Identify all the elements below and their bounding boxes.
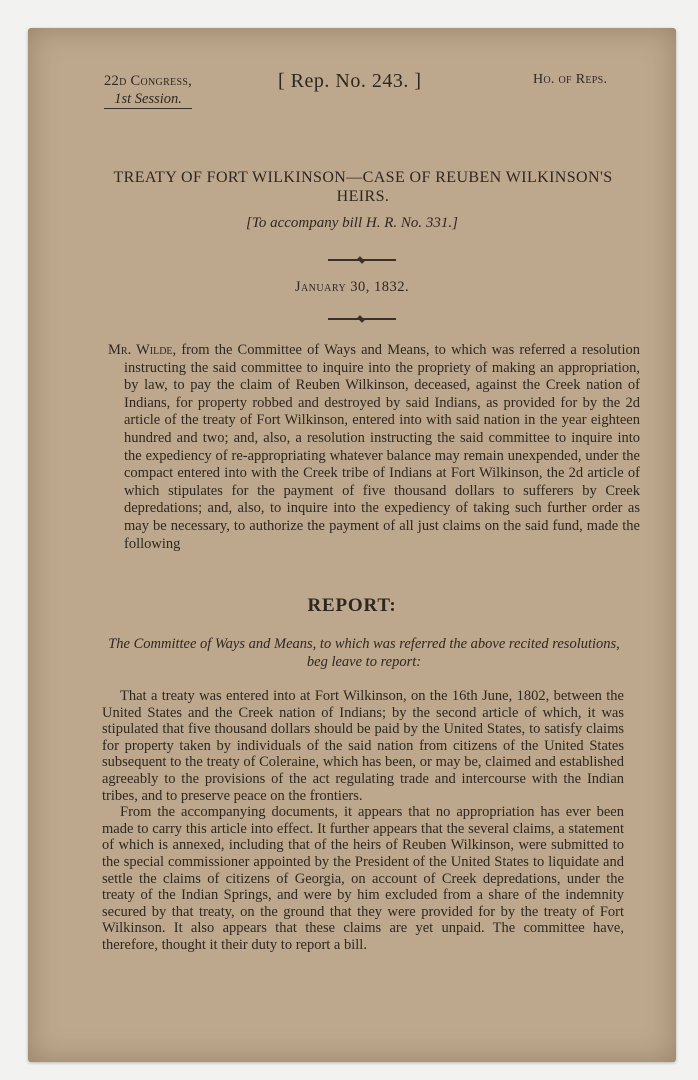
body-paragraph: That a treaty was entered into at Fort Wilkinson, on the 16th June, 1802, between the United States and the Creek nation of Indians; by the second article of which, it was stipulated that five thousand dollars should be paid by the United States, to satisfy claims for property taken by individuals of the said nation from citizens of the United States subsequent to the treaty of Coleraine, which has been, or may be, claimed and established agreeably to the provisions of the act regulating trade and intercourse with the Indian tribes, and to preserve peace on the frontiers. bbox=[102, 688, 624, 804]
session-label: 1st Session. bbox=[104, 90, 192, 109]
page-header bbox=[28, 72, 676, 122]
intro-paragraph bbox=[108, 342, 640, 553]
speaker-name: Mr. Wilde, bbox=[108, 342, 177, 358]
document-date: January 30, 1832. bbox=[294, 279, 410, 295]
report-number: [ Rep. No. 243. ] bbox=[278, 70, 422, 92]
congress-label: 22d Congress, bbox=[104, 73, 193, 89]
ornament-divider bbox=[328, 318, 396, 320]
document-title: TREATY OF FORT WILKINSON—CASE OF REUBEN WILKINSON'S HEIRS. bbox=[113, 169, 613, 205]
report-heading: REPORT: bbox=[307, 595, 397, 616]
document-page bbox=[28, 28, 676, 1062]
intro-text: from the Committee of Ways and Means, to which was referred a resolution instructing the said committee to inquire into the propriety of making an appropriation, by law, to pay the claim of Reuben Wilkinson, deceased, against the Creek nation of Indians, for property robbed and destroyed by said Indians, as provided for by the 2d article of the treaty of Fort Wilkinson, entered into with said nation in the year eighteen hundred and two; and, also, a resolution instructing the said committee to inquire into the expediency of re-appropriating whatever balance may remain unexpended, under the compact entered into with the Creek tribe of Indians at Fort Wilkinson, the 2d article of which stipulates for the payment of five thousand dollars to sufferers by Creek depredations; and, also, to inquire into the expediency of taking such further order as may be necessary, to authorize the payment of all just claims on the said fund, made the following bbox=[124, 342, 640, 552]
ornament-divider bbox=[328, 259, 396, 261]
bill-reference: [To accompany bill H. R. No. 331.] bbox=[246, 215, 458, 231]
report-body bbox=[102, 688, 624, 954]
body-paragraph: From the accompanying documents, it appears that no appropriation has ever been made to carry this article into effect. It further appears that the several claims, a statement of which is annexed, including that of the heirs of Reuben Wilkinson, were submitted to the special commissioner appointed by the President of the United States to liquidate and settle the claims of citizens of Georgia, on account of Creek depredations, under the treaty of the Indian Springs, and were by him excluded from a share of the indemnity secured by that treaty, on the ground that they were provided for by the treaty of Fort Wilkinson. It also appears that these claims are yet unpaid. The committee have, therefore, thought it their duty to report a bill. bbox=[102, 804, 624, 953]
house-label: Ho. of Reps. bbox=[533, 72, 608, 87]
congress-session bbox=[104, 72, 192, 109]
report-intro: The Committee of Ways and Means, to which was referred the above recited resolutions, beg leave to report: bbox=[108, 636, 620, 670]
